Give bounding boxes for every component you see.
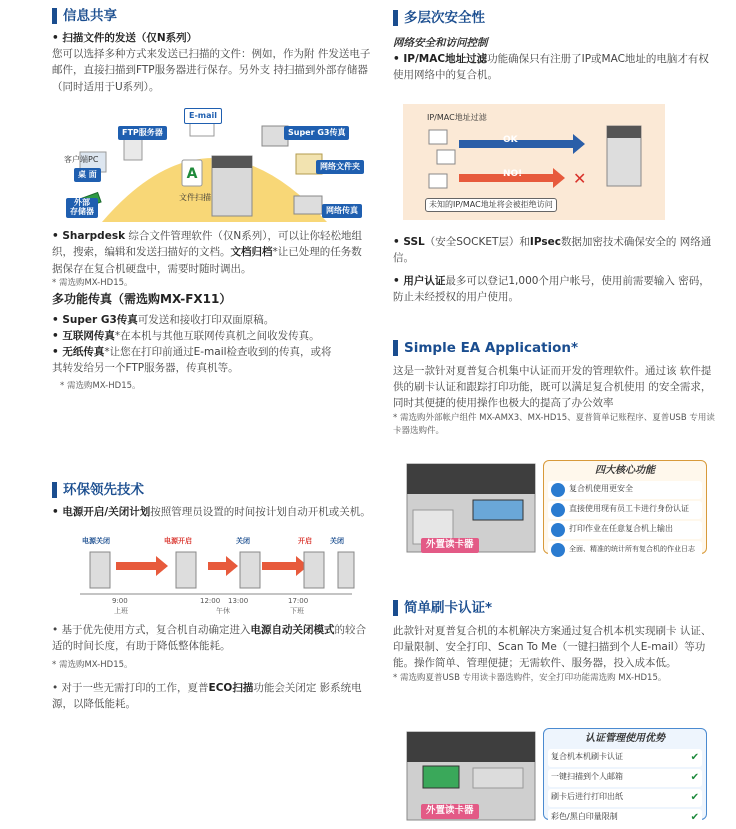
security-sub: 网络安全和访问控制 [393, 36, 488, 49]
feature-icon [551, 523, 565, 537]
email-label: E-mail [184, 108, 222, 124]
auth-benefits-box [543, 728, 707, 823]
ssl-para: • SSL（安全SOCKET层）和IPsec数据加密技术确保安全的 网络通信。 [393, 236, 712, 265]
note: * 需选购夏普USB 专用读卡器选购件，安全打印功能需选购 MX-HD15。 [393, 672, 667, 683]
time-4: 17:00 [288, 597, 309, 605]
feature-item: 全面、精准的统计所有复合机的作业日志 [548, 541, 702, 559]
ok-arrow [459, 134, 585, 154]
desktop-label: 桌 面 [74, 168, 101, 182]
section-title: Simple EA Application* [393, 338, 715, 359]
security-section [393, 8, 715, 84]
reject-mark: ✕ [573, 169, 587, 188]
timeline-label-2: 电源开启 [164, 537, 192, 545]
fax-section [52, 290, 372, 393]
ip-filter-para: • IP/MAC地址过滤功能确保只有注册了IP或MAC地址的电脑才有权使用网络中的复合机。 [393, 53, 709, 82]
time-1: 9:00 [112, 597, 128, 605]
benefit-item: 彩色/黑白印量限制 ✔ [548, 809, 702, 827]
scan-send-diagram [62, 104, 367, 224]
card-para: 此款针对夏普复合机的本机解决方案通过复合机本机实现刷卡 认证、印量限制、安全打印、Scan To Me（一键扫描到个人E-mail）等功能。操作简单、管理便捷；无需软件、服务器，投入成本低。 [393, 624, 712, 670]
ext-storage-label: 外部 存储器 [66, 198, 98, 218]
g3-label: Super G3传真 [284, 126, 349, 140]
eco-para-1: • 基于优先使用方式，复合机自动确定进入电源自动关闭模式的较合适的时间长度，有助于降低整体能耗。 [52, 624, 367, 653]
time-2: 12:00 [200, 597, 221, 605]
card-auth-section [393, 598, 715, 685]
card-copier-image [403, 728, 539, 824]
check-icon: ✔ [690, 811, 699, 823]
eco-section [52, 480, 372, 520]
benefit-item: 一键扫描到个人邮箱 ✔ [548, 769, 702, 787]
timeline-label-5: 关闭 [330, 537, 344, 545]
period-1: 上班 [114, 607, 128, 615]
network-fax-label: 网络传真 [322, 204, 362, 218]
note: * 需选购MX-HD15。 [60, 380, 141, 391]
time-3: 13:00 [228, 597, 249, 605]
feature-item: 打印作业在任意复合机上输出 [548, 521, 702, 539]
ftp-server [124, 138, 142, 160]
sharpdesk-paragraph: • Sharpdesk 综合文件管理软件（仅N系列），可以让你轻松地组织，搜索，编辑和发送扫描好的文档。文档归档*让已处理的任务数据保存在复合机硬盘中，需要时随时调出。 [52, 230, 363, 275]
feature-item: 直接使用现有员工卡进行身份认证 [548, 501, 702, 519]
ip-filter-diagram [403, 104, 665, 220]
power-schedule-timeline [76, 536, 356, 616]
client-pc-label: 客户端PC [64, 155, 99, 164]
note: * 需选购MX-HD15。 [52, 659, 133, 670]
section-title: 环保领先技术 [52, 480, 372, 501]
reader-label: 外置读卡器 [421, 804, 479, 819]
reject-label: 未知的IP/MAC地址将会被拒绝访问 [425, 198, 557, 212]
eco-para-2: • 对于一些无需打印的工作，夏普ECO扫描功能会关闭定 影系统电源，以降低能耗。 [52, 681, 362, 710]
check-icon: ✔ [690, 771, 699, 783]
core-features-box [543, 460, 707, 554]
reader-label: 外置读卡器 [421, 538, 479, 553]
note: * 需选购MX-HD15。 [52, 277, 133, 288]
fax-item-3-cont: 其转发给另一个FTP服务器，传真机等。 [52, 362, 239, 375]
timeline-label-1: 电源关闭 [82, 537, 110, 545]
timeline-label-3: 关闭 [236, 537, 250, 545]
eco-sub: • 电源开启/关闭计划按照管理员设置的时间按计划自动开机或关机。 [52, 505, 371, 518]
period-3: 下班 [290, 607, 304, 615]
auth-para: • 用户认证最多可以登记1,000个用户帐号，使用前需要输入 密码，防止未经授权的用户使用。 [393, 274, 710, 303]
feature-icon [551, 483, 565, 497]
fax-title: 多功能传真（需选购MX-FX11） [52, 292, 232, 306]
network-folder-label: 网络文件夹 [316, 160, 364, 174]
document-letter: A [186, 166, 198, 182]
arrow-1 [116, 556, 168, 576]
feature-item: 复合机使用更安全 [548, 481, 702, 499]
eco-text [52, 622, 372, 712]
benefit-item: 刷卡后进行打印出纸 ✔ [548, 789, 702, 807]
benefit-item: 复合机本机刷卡认证 ✔ [548, 749, 702, 767]
copier-top [212, 156, 252, 168]
network-fax [294, 196, 322, 214]
no-label: NO! [503, 169, 523, 179]
ip-filter-label: IP/MAC地址过滤 [427, 113, 487, 122]
ea-para: 这是一款针对夏普复合机集中认证而开发的管理软件。通过该 软件提供的刷卡认证和跟踪打印功能，既可以满足复合机使用 的安全需求，同时其便捷的使用操作也极大的提高了办公效率 [393, 364, 712, 410]
check-icon: ✔ [690, 791, 699, 803]
file-scan-label: 文件扫描 [179, 193, 211, 202]
feature-icon [551, 543, 565, 557]
info-share-section [52, 6, 372, 95]
feature-icon [551, 503, 565, 517]
note: * 需选购外部帐户组件 MX-AMX3、MX-HD15、夏普简单记账程序、夏普USB 专用读卡器选购件。 [393, 412, 715, 436]
section-title: 信息共享 [52, 6, 372, 27]
ea-copier-image [403, 460, 539, 556]
ok-label: OK [503, 135, 518, 145]
box-title: 四大核心功能 [595, 465, 655, 476]
ftp-label: FTP服务器 [118, 126, 167, 140]
box-title: 认证管理使用优势 [585, 733, 665, 744]
timeline-label-4: 开启 [298, 537, 312, 545]
section-title: 多层次安全性 [393, 8, 715, 29]
arrow-3 [262, 556, 308, 576]
period-2: 午休 [216, 607, 230, 615]
fax-item-1: • Super G3传真可发送和接收打印双面原稿。 [52, 313, 275, 326]
subheading: • 扫描文件的发送（仅N系列） [52, 31, 198, 44]
check-icon: ✔ [690, 751, 699, 763]
paragraph: 您可以选择多种方式来发送已扫描的文件：例如，作为附 件发送电子邮件，直接扫描到FTP服务器进行保存。另外支 持扫描到外部存储器（同时适用于U系列）。 [52, 48, 371, 93]
fax-item-3: • 无纸传真*让您在打印前通过E-mail检查收到的传真，或将 [52, 346, 332, 359]
sharpdesk-block [52, 228, 372, 290]
arrow-2 [208, 556, 238, 576]
ea-section [393, 338, 715, 438]
section-title: 简单刷卡认证* [393, 598, 715, 619]
ssl-auth-block [393, 234, 715, 305]
fax-item-2: • 互联网传真*在本机与其他互联网传真机之间收发传真。 [52, 329, 320, 342]
